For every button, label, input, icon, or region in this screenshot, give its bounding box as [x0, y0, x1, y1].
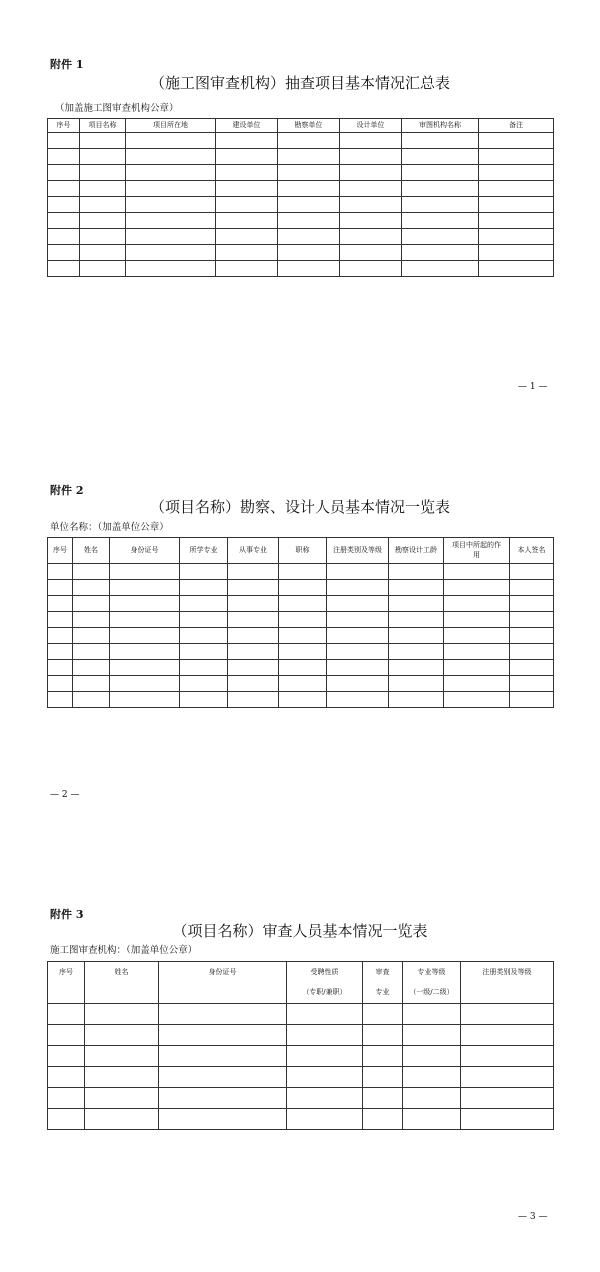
- table-row: [48, 692, 554, 708]
- table-cell: [444, 660, 510, 676]
- table-cell: [389, 692, 444, 708]
- table-cell: [510, 564, 554, 580]
- table-cell: [327, 644, 389, 660]
- table-cell: [228, 596, 279, 612]
- table-cell: [216, 165, 278, 181]
- table-cell: [279, 676, 327, 692]
- table-cell: [110, 580, 180, 596]
- table-cell: [363, 1067, 403, 1088]
- table-cell: [126, 229, 216, 245]
- table-cell: [402, 213, 479, 229]
- column-header: 勘察单位: [278, 119, 340, 133]
- column-header: 审查: [363, 962, 403, 983]
- column-header: 序号: [48, 962, 85, 983]
- table-cell: [363, 1088, 403, 1109]
- table-cell: [48, 181, 80, 197]
- column-header-sub: 专业: [363, 983, 403, 1004]
- table-cell: [444, 564, 510, 580]
- table-cell: [479, 133, 554, 149]
- table-cell: [48, 245, 80, 261]
- table-cell: [110, 612, 180, 628]
- table-row: [48, 596, 554, 612]
- table-cell: [340, 213, 402, 229]
- table-cell: [389, 660, 444, 676]
- table-cell: [444, 644, 510, 660]
- table-cell: [510, 692, 554, 708]
- table-cell: [403, 1088, 461, 1109]
- table-cell: [73, 644, 110, 660]
- table-cell: [180, 676, 228, 692]
- table-cell: [216, 229, 278, 245]
- column-header-sub: [461, 983, 554, 1004]
- table-cell: [340, 181, 402, 197]
- table-cell: [278, 229, 340, 245]
- table-cell: [228, 692, 279, 708]
- table-cell: [340, 261, 402, 277]
- table-row: [48, 261, 554, 277]
- table-cell: [48, 1088, 85, 1109]
- table-cell: [327, 628, 389, 644]
- table-cell: [279, 644, 327, 660]
- table-cell: [80, 165, 126, 181]
- table-cell: [48, 676, 73, 692]
- table-cell: [389, 628, 444, 644]
- table-cell: [461, 1109, 554, 1130]
- table-cell: [48, 149, 80, 165]
- table-row: [48, 1109, 554, 1130]
- table-row: [48, 1067, 554, 1088]
- column-header: 姓名: [73, 538, 110, 564]
- table-cell: [479, 213, 554, 229]
- unit-label: 施工图审查机构：（加盖单位公章）: [50, 945, 198, 956]
- table-cell: [85, 1004, 159, 1025]
- table-cell: [85, 1109, 159, 1130]
- column-header: 序号: [48, 538, 73, 564]
- table-cell: [110, 660, 180, 676]
- table-cell: [340, 133, 402, 149]
- column-header-sub: [159, 983, 287, 1004]
- table-cell: [510, 580, 554, 596]
- column-header: 本人签名: [510, 538, 554, 564]
- table-cell: [278, 181, 340, 197]
- table-cell: [479, 261, 554, 277]
- table-cell: [48, 213, 80, 229]
- table-cell: [73, 676, 110, 692]
- table-cell: [340, 229, 402, 245]
- table-cell: [389, 580, 444, 596]
- column-header: 姓名: [85, 962, 159, 983]
- table-cell: [278, 261, 340, 277]
- column-header: 建设单位: [216, 119, 278, 133]
- column-header: 勘察设计工龄: [389, 538, 444, 564]
- table-row: [48, 133, 554, 149]
- table-cell: [327, 660, 389, 676]
- table-cell: [48, 165, 80, 181]
- table-cell: [48, 133, 80, 149]
- column-header: 设计单位: [340, 119, 402, 133]
- table-cell: [402, 165, 479, 181]
- table-cell: [48, 1067, 85, 1088]
- personnel-table: [47, 537, 554, 708]
- table-cell: [180, 580, 228, 596]
- table-row: [48, 1088, 554, 1109]
- column-header: 身份证号: [110, 538, 180, 564]
- table-cell: [479, 197, 554, 213]
- table-cell: [48, 197, 80, 213]
- table-cell: [110, 564, 180, 580]
- table-row: [48, 181, 554, 197]
- column-header: 从事专业: [228, 538, 279, 564]
- table-cell: [444, 628, 510, 644]
- table-cell: [126, 149, 216, 165]
- column-header: 所学专业: [180, 538, 228, 564]
- table-cell: [73, 628, 110, 644]
- table-cell: [216, 133, 278, 149]
- table-cell: [402, 229, 479, 245]
- column-header: 职称: [279, 538, 327, 564]
- table-row: [48, 213, 554, 229]
- table-cell: [403, 1025, 461, 1046]
- reviewer-table: [47, 961, 554, 1130]
- table-cell: [73, 564, 110, 580]
- table-cell: [48, 628, 73, 644]
- table-row: [48, 1004, 554, 1025]
- table-cell: [48, 1109, 85, 1130]
- table-cell: [287, 1025, 363, 1046]
- table-cell: [403, 1109, 461, 1130]
- table-cell: [444, 596, 510, 612]
- table-cell: [159, 1004, 287, 1025]
- attachment-label: 附件 2: [50, 484, 84, 497]
- table-cell: [287, 1088, 363, 1109]
- table-cell: [279, 692, 327, 708]
- table-cell: [363, 1046, 403, 1067]
- table-cell: [363, 1004, 403, 1025]
- table-cell: [287, 1004, 363, 1025]
- table-cell: [180, 644, 228, 660]
- column-header-sub: [48, 983, 85, 1004]
- table-cell: [363, 1025, 403, 1046]
- column-header: 专业等级: [403, 962, 461, 983]
- table-cell: [402, 133, 479, 149]
- table-cell: [48, 1025, 85, 1046]
- column-header: 项目名称: [80, 119, 126, 133]
- table-cell: [216, 181, 278, 197]
- table-cell: [340, 197, 402, 213]
- table-cell: [461, 1025, 554, 1046]
- table-cell: [48, 596, 73, 612]
- table-row: [48, 149, 554, 165]
- table-cell: [444, 676, 510, 692]
- table-cell: [479, 229, 554, 245]
- column-header: 注册类别及等级: [461, 962, 554, 983]
- table-cell: [85, 1025, 159, 1046]
- table-cell: [279, 628, 327, 644]
- table-cell: [402, 149, 479, 165]
- table-cell: [80, 149, 126, 165]
- table-cell: [389, 596, 444, 612]
- table-cell: [228, 628, 279, 644]
- table-cell: [278, 213, 340, 229]
- table-cell: [278, 149, 340, 165]
- table-cell: [126, 213, 216, 229]
- table-cell: [510, 596, 554, 612]
- attachment-label: 附件 1: [50, 58, 84, 71]
- table-cell: [48, 1004, 85, 1025]
- table-cell: [510, 644, 554, 660]
- table-cell: [327, 676, 389, 692]
- table-cell: [278, 165, 340, 181]
- table-cell: [340, 245, 402, 261]
- table-row: [48, 245, 554, 261]
- table-row: [48, 612, 554, 628]
- table-cell: [180, 692, 228, 708]
- table-cell: [228, 564, 279, 580]
- table-cell: [479, 181, 554, 197]
- table-cell: [216, 245, 278, 261]
- column-header: 受聘性质: [287, 962, 363, 983]
- table-cell: [479, 149, 554, 165]
- table-cell: [389, 564, 444, 580]
- table-cell: [48, 229, 80, 245]
- column-header-sub: （一级/二级）: [403, 983, 461, 1004]
- table-cell: [48, 644, 73, 660]
- table-cell: [278, 197, 340, 213]
- table-row: [48, 644, 554, 660]
- column-header: 项目所在地: [126, 119, 216, 133]
- table-cell: [159, 1067, 287, 1088]
- table-cell: [327, 564, 389, 580]
- table-cell: [216, 213, 278, 229]
- table-cell: [110, 676, 180, 692]
- table-cell: [402, 181, 479, 197]
- table-cell: [278, 245, 340, 261]
- table-cell: [444, 580, 510, 596]
- table-cell: [180, 628, 228, 644]
- table-cell: [48, 1046, 85, 1067]
- table-cell: [279, 660, 327, 676]
- table-cell: [389, 676, 444, 692]
- table-cell: [126, 261, 216, 277]
- table-cell: [403, 1046, 461, 1067]
- table-cell: [278, 133, 340, 149]
- table-cell: [287, 1046, 363, 1067]
- table-cell: [403, 1004, 461, 1025]
- table-cell: [126, 245, 216, 261]
- table-cell: [461, 1088, 554, 1109]
- table-cell: [327, 596, 389, 612]
- table-cell: [73, 692, 110, 708]
- table-row: [48, 1025, 554, 1046]
- table-cell: [228, 612, 279, 628]
- table-cell: [479, 245, 554, 261]
- column-header-sub: [85, 983, 159, 1004]
- column-header-sub: （专职/兼职）: [287, 983, 363, 1004]
- table-cell: [510, 660, 554, 676]
- table-row: [48, 165, 554, 181]
- table-cell: [48, 692, 73, 708]
- table-row: [48, 564, 554, 580]
- summary-table: [47, 118, 554, 277]
- column-header: 项目中所起的作用: [444, 538, 510, 564]
- page-title: （施工图审查机构）抽查项目基本情况汇总表: [149, 74, 450, 92]
- table-cell: [228, 676, 279, 692]
- unit-label: 单位名称：（加盖单位公章）: [50, 522, 169, 533]
- table-cell: [180, 612, 228, 628]
- table-cell: [461, 1067, 554, 1088]
- table-cell: [216, 197, 278, 213]
- table-cell: [48, 612, 73, 628]
- table-cell: [85, 1067, 159, 1088]
- page-3: [0, 848, 600, 1272]
- attachment-label: 附件 3: [50, 908, 84, 921]
- table-cell: [80, 229, 126, 245]
- table-cell: [327, 692, 389, 708]
- table-cell: [287, 1067, 363, 1088]
- table-cell: [510, 628, 554, 644]
- table-cell: [216, 261, 278, 277]
- table-cell: [180, 564, 228, 580]
- table-row: [48, 660, 554, 676]
- column-header: 备注: [479, 119, 554, 133]
- table-cell: [461, 1004, 554, 1025]
- table-cell: [110, 644, 180, 660]
- table-cell: [403, 1067, 461, 1088]
- table-cell: [48, 660, 73, 676]
- table-cell: [279, 596, 327, 612]
- table-cell: [228, 644, 279, 660]
- table-cell: [110, 692, 180, 708]
- table-cell: [444, 612, 510, 628]
- table-cell: [126, 133, 216, 149]
- table-cell: [126, 181, 216, 197]
- table-cell: [159, 1046, 287, 1067]
- table-cell: [510, 612, 554, 628]
- table-cell: [363, 1109, 403, 1130]
- table-cell: [402, 261, 479, 277]
- table-cell: [180, 596, 228, 612]
- page-number: — 1 —: [518, 382, 548, 392]
- table-row: [48, 628, 554, 644]
- column-header: 审图机构名称: [402, 119, 479, 133]
- table-cell: [279, 564, 327, 580]
- table-cell: [228, 660, 279, 676]
- table-cell: [73, 660, 110, 676]
- table-cell: [80, 261, 126, 277]
- table-cell: [287, 1109, 363, 1130]
- table-cell: [80, 133, 126, 149]
- table-row: [48, 1046, 554, 1067]
- table-cell: [48, 564, 73, 580]
- table-cell: [126, 165, 216, 181]
- table-cell: [73, 580, 110, 596]
- table-cell: [80, 213, 126, 229]
- table-cell: [80, 181, 126, 197]
- table-cell: [73, 612, 110, 628]
- table-cell: [85, 1088, 159, 1109]
- table-cell: [479, 165, 554, 181]
- page-title: （项目名称）勘察、设计人员基本情况一览表: [149, 498, 450, 516]
- table-cell: [159, 1025, 287, 1046]
- page-2: [0, 424, 600, 848]
- table-cell: [402, 197, 479, 213]
- table-cell: [340, 149, 402, 165]
- table-cell: [110, 628, 180, 644]
- table-cell: [48, 261, 80, 277]
- table-cell: [80, 197, 126, 213]
- table-cell: [327, 612, 389, 628]
- page-number: — 3 —: [518, 1212, 548, 1222]
- table-cell: [126, 197, 216, 213]
- table-cell: [327, 580, 389, 596]
- table-cell: [216, 149, 278, 165]
- table-cell: [510, 676, 554, 692]
- table-row: [48, 676, 554, 692]
- table-cell: [402, 245, 479, 261]
- table-cell: [110, 596, 180, 612]
- page-number: — 2 —: [50, 790, 80, 800]
- table-cell: [279, 580, 327, 596]
- table-row: [48, 197, 554, 213]
- column-header: 序号: [48, 119, 80, 133]
- table-cell: [444, 692, 510, 708]
- table-cell: [279, 612, 327, 628]
- table-cell: [85, 1046, 159, 1067]
- table-cell: [389, 644, 444, 660]
- table-cell: [159, 1109, 287, 1130]
- table-cell: [80, 245, 126, 261]
- table-row: [48, 229, 554, 245]
- table-row: [48, 580, 554, 596]
- table-cell: [159, 1088, 287, 1109]
- table-cell: [389, 612, 444, 628]
- table-cell: [340, 165, 402, 181]
- page-1: [0, 0, 600, 424]
- table-cell: [180, 660, 228, 676]
- column-header: 注册类别及等级: [327, 538, 389, 564]
- table-cell: [73, 596, 110, 612]
- column-header: 身份证号: [159, 962, 287, 983]
- seal-note: （加盖施工图审查机构公章）: [55, 103, 179, 114]
- page-title: （项目名称）审查人员基本情况一览表: [172, 922, 428, 940]
- table-cell: [48, 580, 73, 596]
- table-cell: [461, 1046, 554, 1067]
- table-cell: [228, 580, 279, 596]
